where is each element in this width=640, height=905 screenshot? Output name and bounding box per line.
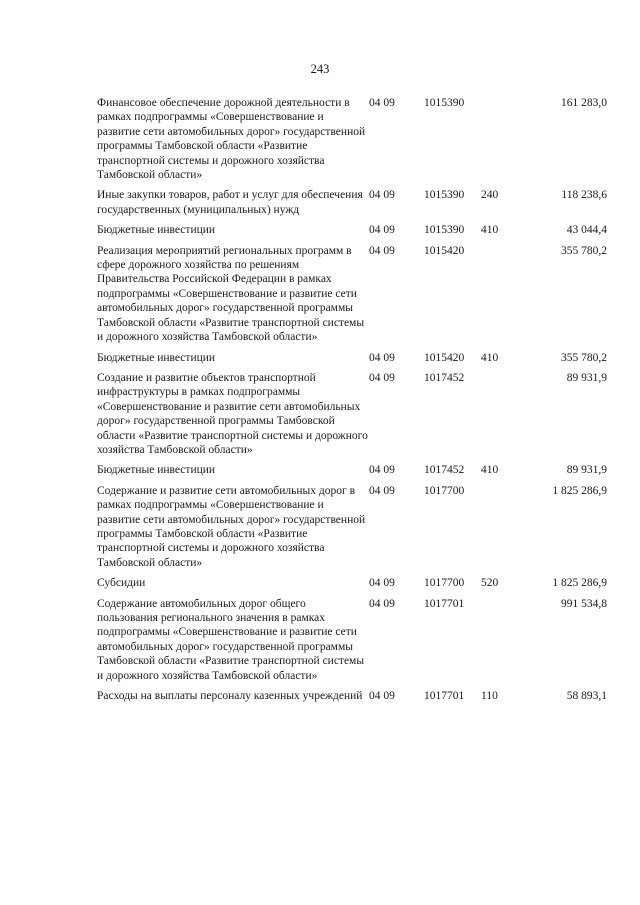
section-code: 04 09 bbox=[369, 577, 395, 590]
expense-name: Бюджетные инвестиции bbox=[97, 464, 216, 477]
table-row bbox=[97, 484, 607, 576]
section-code: 04 09 bbox=[369, 464, 395, 477]
expense-name: Бюджетные инвестиции bbox=[97, 351, 216, 364]
table-row bbox=[97, 371, 607, 463]
amount: 118 238,6 bbox=[561, 189, 607, 202]
expense-name: Расходы на выплаты персоналу казенных учреждений bbox=[97, 690, 363, 703]
expense-type bbox=[481, 244, 511, 351]
target-article: 1017452 bbox=[424, 464, 465, 477]
section-code: 04 09 bbox=[369, 690, 395, 703]
target-article: 1015390 bbox=[424, 224, 465, 237]
section-code: 04 09 bbox=[369, 224, 395, 237]
expense-type: 410 bbox=[481, 351, 499, 364]
amount: 1 825 286,9 bbox=[552, 577, 607, 590]
table-row bbox=[97, 244, 607, 351]
expense-type bbox=[481, 484, 511, 576]
table-row bbox=[97, 188, 607, 223]
amount: 991 534,8 bbox=[561, 597, 607, 610]
amount: 355 780,2 bbox=[561, 244, 607, 257]
expense-name: Содержание автомобильных дорог общего пользования регионального значения в рамках подпрограммы «Совершенствование и развитие сети автомобильных дорог» государственной программы Тамбовской области «Развитие транспортной системы и дорожного хозяйства Тамбовской области» bbox=[97, 597, 365, 682]
target-article: 1015420 bbox=[424, 351, 465, 364]
section-code: 04 09 bbox=[369, 371, 395, 384]
expense-type bbox=[481, 96, 511, 188]
expense-type: 410 bbox=[481, 464, 499, 477]
target-article: 1017701 bbox=[424, 690, 465, 703]
expense-type: 520 bbox=[481, 577, 499, 590]
expense-name: Содержание и развитие сети автомобильных дорог в рамках подпрограммы «Совершенствование и развитие сети автомобильных дорог» государственной программы Тамбовской области «Развитие транспортной системы и дорожного хозяйства Тамбовской области» bbox=[97, 484, 366, 569]
amount: 58 893,1 bbox=[566, 690, 607, 703]
expense-type bbox=[481, 371, 511, 463]
expense-name: Финансовое обеспечение дорожной деятельности в рамках подпрограммы «Совершенствование и развитие сети автомобильных дорог» государственной программы Тамбовской области «Развитие транспортной системы и дорожного хозяйства Тамбовской области» bbox=[97, 97, 366, 182]
expense-name: Создание и развитие объектов транспортной инфраструктуры в рамках подпрограммы «Совершенствование и развитие сети автомобильных дорог» государственной программы Тамбовской области «Развитие транспортной системы и дорожного хозяйства Тамбовской области» bbox=[97, 371, 368, 456]
table-row bbox=[97, 576, 607, 596]
expense-type: 240 bbox=[481, 189, 499, 202]
section-code: 04 09 bbox=[369, 97, 395, 109]
amount: 89 931,9 bbox=[566, 371, 607, 384]
target-article: 1017700 bbox=[424, 484, 465, 497]
section-code: 04 09 bbox=[369, 244, 395, 257]
amount: 161 283,0 bbox=[561, 97, 607, 109]
expense-type: 110 bbox=[481, 690, 498, 703]
amount: 1 825 286,9 bbox=[552, 484, 607, 497]
budget-table bbox=[97, 96, 607, 709]
expense-name: Реализация мероприятий региональных программ в сфере дорожного хозяйства по решениям Правительства Российской Федерации в рамках подпрограммы «Совершенствование и развитие сети автомобильных дорог» государственной программы Тамбовской области «Развитие транспортной системы и дорожного хозяйства Тамбовской области» bbox=[97, 244, 365, 344]
target-article: 1017452 bbox=[424, 371, 465, 384]
target-article: 1015390 bbox=[424, 189, 465, 202]
expense-type bbox=[481, 597, 511, 689]
table-row bbox=[97, 597, 607, 689]
section-code: 04 09 bbox=[369, 597, 395, 610]
expense-type: 410 bbox=[481, 224, 499, 237]
expense-name: Бюджетные инвестиции bbox=[97, 224, 216, 237]
target-article: 1017701 bbox=[424, 597, 465, 610]
target-article: 1015390 bbox=[424, 97, 465, 109]
table-row bbox=[97, 463, 607, 483]
section-code: 04 09 bbox=[369, 484, 395, 497]
table-row bbox=[97, 96, 607, 188]
amount: 43 044,4 bbox=[566, 224, 607, 237]
table-row bbox=[97, 689, 607, 709]
table-row bbox=[97, 351, 607, 371]
amount: 355 780,2 bbox=[561, 351, 607, 364]
expense-name: Иные закупки товаров, работ и услуг для обеспечения государственных (муниципальных) нужд bbox=[97, 189, 363, 216]
table-row bbox=[97, 223, 607, 243]
target-article: 1017700 bbox=[424, 577, 465, 590]
page-number: 243 bbox=[310, 62, 330, 76]
section-code: 04 09 bbox=[369, 189, 395, 202]
target-article: 1015420 bbox=[424, 244, 465, 257]
expense-name: Субсидии bbox=[97, 577, 146, 590]
section-code: 04 09 bbox=[369, 351, 395, 364]
amount: 89 931,9 bbox=[566, 464, 607, 477]
